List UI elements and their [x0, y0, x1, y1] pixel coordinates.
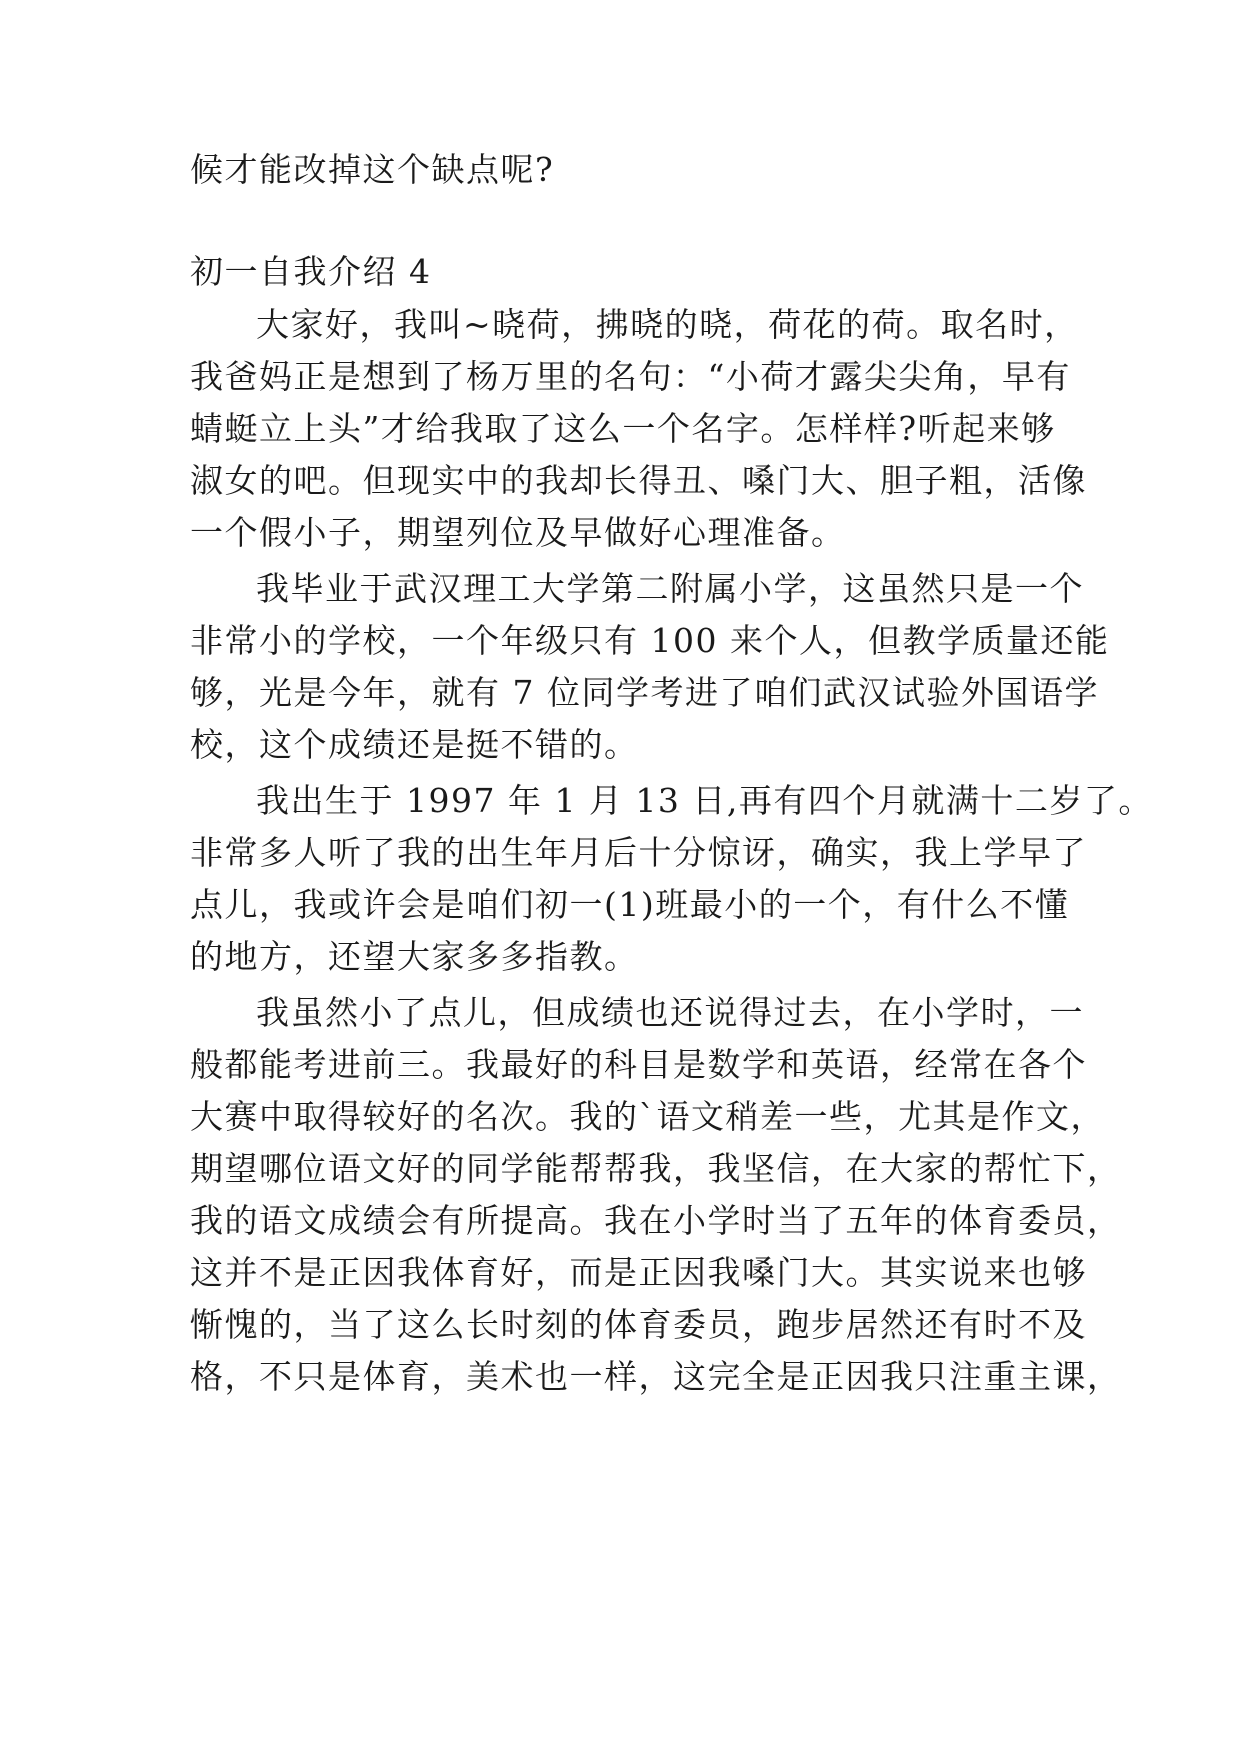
paragraph-3-line-3: 点儿，我或许会是咱们初一(1)班最小的一个，有什么不懂 [190, 885, 1070, 924]
paragraph-1-line-5: 一个假小子，期望列位及早做好心理准备。 [190, 513, 846, 552]
paragraph-4-line-6: 这并不是正因我体育好，而是正因我嗓门大。其实说来也够 [190, 1253, 1087, 1292]
paragraph-3-line-4: 的地方，还望大家多多指教。 [190, 937, 639, 976]
paragraph-4-line-2: 般都能考进前三。我最好的科目是数学和英语，经常在各个 [190, 1045, 1087, 1084]
paragraph-4-line-8: 格，不只是体育，美术也一样，这完全是正因我只注重主课， [190, 1357, 1122, 1396]
paragraph-1-line-1: 大家好，我叫~晓荷，拂晓的晓，荷花的荷。取名时， [256, 305, 1079, 344]
paragraph-3-line-2: 非常多人听了我的出生年月后十分惊讶，确实，我上学早了 [190, 833, 1087, 872]
paragraph-4-line-4: 期望哪位语文好的同学能帮帮我，我坚信，在大家的帮忙下， [190, 1149, 1122, 1188]
paragraph-2-line-2: 非常小的学校，一个年级只有 100 来个人，但教学质量还能 [190, 621, 1110, 660]
paragraph-3-line-1: 我出生于 1997 年 1 月 13 日,再有四个月就满十二岁了。 [256, 781, 1153, 820]
paragraph-1-line-4: 淑女的吧。但现实中的我却长得丑、嗓门大、胆子粗，活像 [190, 461, 1087, 500]
continuation-text: 候才能改掉这个缺点呢? [190, 150, 555, 189]
paragraph-4-line-5: 我的语文成绩会有所提高。我在小学时当了五年的体育委员， [190, 1201, 1122, 1240]
paragraph-4-line-1: 我虽然小了点儿，但成绩也还说得过去，在小学时，一 [256, 993, 1084, 1032]
paragraph-1-line-3: 蜻蜓立上头”才给我取了这么一个名字。怎样样?听起来够 [190, 409, 1056, 448]
section-heading: 初一自我介绍 4 [190, 252, 432, 291]
paragraph-2-line-3: 够，光是今年，就有 7 位同学考进了咱们武汉试验外国语学 [190, 673, 1099, 712]
paragraph-2-line-1: 我毕业于武汉理工大学第二附属小学，这虽然只是一个 [256, 569, 1084, 608]
paragraph-4-line-7: 惭愧的，当了这么长时刻的体育委员，跑步居然还有时不及 [190, 1305, 1087, 1344]
paragraph-4-line-3: 大赛中取得较好的名次。我的`语文稍差一些，尤其是作文， [190, 1097, 1105, 1136]
paragraph-1-line-2: 我爸妈正是想到了杨万里的名句：“小荷才露尖尖角，早有 [190, 357, 1071, 396]
paragraph-2-line-4: 校，这个成绩还是挺不错的。 [190, 725, 639, 764]
